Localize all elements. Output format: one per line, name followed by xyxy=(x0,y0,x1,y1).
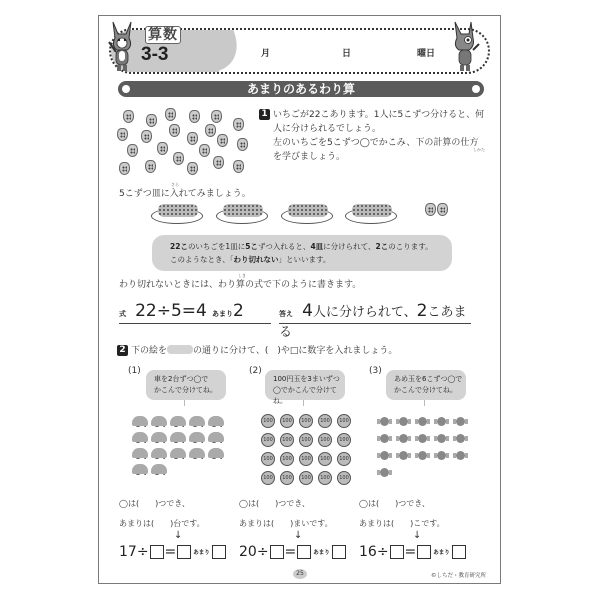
strawberry-icon xyxy=(157,142,168,155)
divisor-answer-box[interactable] xyxy=(150,545,164,559)
strawberry-icon xyxy=(217,134,228,147)
problem-1-label: (1) xyxy=(128,366,141,376)
note-text: ずつ入れると、 xyxy=(257,242,311,251)
note-text: に分けられて、 xyxy=(323,242,376,251)
problem-1-formula xyxy=(119,544,227,560)
worksheet-page xyxy=(98,15,501,584)
coin-icon: 100 xyxy=(318,452,332,466)
divisor-answer-box[interactable] xyxy=(270,545,284,559)
candy-grid[interactable] xyxy=(377,416,469,478)
problem-1-hint-bubble xyxy=(146,370,226,400)
answer-sentence-2[interactable] xyxy=(239,514,333,534)
coin-icon: 100 xyxy=(261,452,275,466)
problem-3-formula xyxy=(359,544,467,560)
problem-3-hint-bubble xyxy=(386,370,466,400)
sentence-text: あまりは( ) xyxy=(239,519,294,528)
car-icon xyxy=(170,448,186,458)
answer-sentence-2[interactable] xyxy=(359,514,445,534)
car-icon xyxy=(208,416,224,426)
ruby-shikata: しかた xyxy=(473,147,485,152)
strawberries-on-plate xyxy=(158,204,198,217)
coin-icon: 100 xyxy=(337,433,351,447)
strawberry-icon xyxy=(141,130,152,143)
strawberries-on-plate xyxy=(352,204,392,217)
plate-with-5-strawberries[interactable] xyxy=(216,208,268,224)
strawberry-icon xyxy=(233,160,244,173)
candy-icon xyxy=(453,450,468,461)
problem-3-label: (3) xyxy=(369,366,382,376)
car-icon xyxy=(151,448,167,458)
car-icon xyxy=(208,432,224,442)
coin-icon: 100 xyxy=(261,433,275,447)
q1-text xyxy=(259,108,499,164)
car-icon xyxy=(132,448,148,458)
coin-icon: 100 xyxy=(280,471,294,485)
formula-remainder: 2 xyxy=(232,301,244,321)
q1-line1: いちごが22こあります。1人に5こずつ分けると、何 xyxy=(273,110,485,120)
quotient-answer-box[interactable] xyxy=(417,545,431,559)
candy-icon xyxy=(396,450,411,461)
coin-grid[interactable] xyxy=(261,414,353,485)
candy-icon xyxy=(434,416,449,427)
down-arrow-icon: ↓ xyxy=(413,530,422,541)
coin-icon: 100 xyxy=(299,471,313,485)
car-icon xyxy=(151,432,167,442)
coin-icon: 100 xyxy=(280,414,294,428)
amari-label: あまり xyxy=(433,550,450,556)
answer-number: 4 xyxy=(302,301,313,321)
coin-icon: 100 xyxy=(318,414,332,428)
question-number-badge: 2 xyxy=(117,345,128,356)
ruby-sara: さら xyxy=(171,182,179,187)
day-label: 日 xyxy=(342,49,352,59)
sentence-unit: こです。 xyxy=(413,519,445,528)
strawberry-field[interactable] xyxy=(113,108,253,180)
coin-icon: 100 xyxy=(299,433,313,447)
strawberry-icon xyxy=(189,110,200,123)
formula-line xyxy=(119,301,271,324)
equals-sign: = xyxy=(284,544,297,560)
strawberry-icon xyxy=(211,110,222,123)
bubble-line: かこんで分けてね。 xyxy=(394,386,457,394)
candy-icon xyxy=(396,416,411,427)
note-text: 」といいます。 xyxy=(278,255,331,264)
coin-icon: 100 xyxy=(299,452,313,466)
car-icon xyxy=(151,416,167,426)
strawberries-on-plate xyxy=(223,204,263,217)
car-icon xyxy=(132,464,148,474)
problem-3-answer-text xyxy=(359,494,445,534)
bubble-line: 100円玉を3まいずつ xyxy=(273,375,340,383)
coin-icon: 100 xyxy=(261,414,275,428)
candy-icon xyxy=(453,433,468,444)
dividend: 20÷ xyxy=(239,544,269,560)
quotient-answer-box[interactable] xyxy=(297,545,311,559)
plate-with-5-strawberries[interactable] xyxy=(281,208,333,224)
strawberry-icon xyxy=(173,152,184,165)
formula-expression: 22÷5=4 xyxy=(135,301,207,321)
coin-icon: 100 xyxy=(318,433,332,447)
bubble-reference-swatch xyxy=(167,345,193,354)
remainder-answer-box[interactable] xyxy=(452,545,466,559)
page-number: 25 xyxy=(293,569,307,579)
candy-icon xyxy=(377,433,392,444)
note-text: のいちごを1皿に xyxy=(187,242,246,251)
car-icon xyxy=(208,448,224,458)
copyright: ©しちだ・教育研究所 xyxy=(430,573,486,579)
down-arrow-icon: ↓ xyxy=(174,530,183,541)
strawberry-icon xyxy=(127,144,138,157)
strawberry-icon xyxy=(146,114,157,127)
sentence-text: あまりは( ) xyxy=(359,519,414,528)
leftover-strawberry-icon xyxy=(425,203,436,216)
coin-icon: 100 xyxy=(280,433,294,447)
answer-sentence-1[interactable]: ◯は( )つでき、 xyxy=(119,499,190,508)
explanation-note xyxy=(154,237,450,269)
bubble-line: あめ玉を6こずつ◯で xyxy=(394,375,463,383)
candy-icon xyxy=(415,433,430,444)
candy-icon xyxy=(396,433,411,444)
equals-sign: = xyxy=(404,544,417,560)
strawberry-icon xyxy=(187,162,198,175)
strawberry-icon xyxy=(123,110,134,123)
answer-middle: 人に分けられて、 xyxy=(312,305,417,320)
bubble-line: ◯でかこんで分けてね。 xyxy=(273,386,337,405)
note-bold: 4皿 xyxy=(310,242,324,251)
sentence-unit: 台です。 xyxy=(173,519,205,528)
q2-text-post: の通りに分けて、( )や□に数字を入れましょう。 xyxy=(193,346,398,356)
coin-icon: 100 xyxy=(337,452,351,466)
answer-sentence-1[interactable]: ◯は( )つでき、 xyxy=(359,499,430,508)
strawberry-icon xyxy=(237,138,248,151)
problem-2-hint-bubble xyxy=(265,370,345,405)
car-icon xyxy=(151,464,167,474)
answer-line xyxy=(279,301,471,340)
strawberry-icon xyxy=(165,108,176,121)
q2-instruction xyxy=(117,344,397,358)
answer-sentence-2[interactable] xyxy=(119,514,205,534)
strawberry-icon xyxy=(117,128,128,141)
equals-sign: = xyxy=(164,544,177,560)
coin-icon: 100 xyxy=(299,414,313,428)
dividend: 16÷ xyxy=(359,544,389,560)
answer-remainder: 2 xyxy=(416,301,428,321)
strawberry-icon xyxy=(213,156,224,169)
amari-label: あまり xyxy=(313,550,330,556)
candy-icon xyxy=(434,450,449,461)
coin-icon: 100 xyxy=(337,471,351,485)
candy-icon xyxy=(377,467,392,478)
q1-line4: を学びましょう。 xyxy=(273,152,346,162)
ruby-shiki: しき xyxy=(238,273,246,278)
formula-explanation: わり切れないときには、わり算の式で下のように書きます。 xyxy=(119,280,362,290)
note-line2 xyxy=(170,253,450,266)
problem-2-label: (2) xyxy=(249,366,262,376)
coin-icon: 100 xyxy=(280,452,294,466)
candy-icon xyxy=(415,450,430,461)
candy-icon xyxy=(453,416,468,427)
problem-2-answer-text xyxy=(239,494,333,534)
lesson-title-bar xyxy=(118,81,484,97)
month-label: 月 xyxy=(261,49,271,59)
answer-sentence-1[interactable]: ◯は( )つでき、 xyxy=(239,499,310,508)
answer-suffix: こあまる xyxy=(279,305,467,340)
strawberry-icon xyxy=(187,132,198,145)
question-number-badge: 1 xyxy=(259,109,270,120)
note-text: このようなとき、「 xyxy=(170,255,234,264)
remainder-answer-box[interactable] xyxy=(212,545,226,559)
candy-icon xyxy=(377,416,392,427)
dog-mascot-left-icon xyxy=(105,20,139,72)
car-icon xyxy=(132,432,148,442)
strawberries-on-plate xyxy=(288,204,328,217)
strawberry-icon xyxy=(169,124,180,137)
q1-line2: 人に分けられるでしょう。 xyxy=(273,124,381,134)
strawberry-icon xyxy=(145,160,156,173)
formula-label: 式 xyxy=(119,310,126,318)
bar-dot-right xyxy=(472,85,480,93)
note-text: のこります。 xyxy=(388,242,433,251)
remainder-answer-box[interactable] xyxy=(332,545,346,559)
lesson-number: 3-3 xyxy=(141,44,169,65)
problem-1-answer-text xyxy=(119,494,205,534)
strawberry-icon xyxy=(119,162,130,175)
car-icon xyxy=(132,416,148,426)
sentence-unit: まいです。 xyxy=(293,519,333,528)
q1-line3: 左のいちごを5こずつ◯でかこみ、下の計算の仕方 xyxy=(273,138,479,148)
plate-with-5-strawberries[interactable] xyxy=(345,208,397,224)
car-icon xyxy=(189,416,205,426)
candy-icon xyxy=(415,416,430,427)
note-bold: 5こ xyxy=(245,242,258,251)
bubble-line: 車を2台ずつ◯で xyxy=(154,375,209,383)
car-icon xyxy=(189,432,205,442)
down-arrow-icon: ↓ xyxy=(294,530,303,541)
candy-icon xyxy=(377,450,392,461)
car-icon xyxy=(170,432,186,442)
plate-with-5-strawberries[interactable] xyxy=(151,208,203,224)
strawberry-icon xyxy=(205,124,216,137)
note-bold: 22こ xyxy=(170,242,188,251)
note-bold: わり切れない xyxy=(233,255,279,264)
weekday-label: 曜日 xyxy=(417,49,436,59)
strawberry-icon xyxy=(233,118,244,131)
lesson-title: あまりのあるわり算 xyxy=(246,82,355,96)
coin-icon: 100 xyxy=(318,471,332,485)
formula-amari: あまり xyxy=(211,310,233,318)
divisor-answer-box[interactable] xyxy=(390,545,404,559)
car-grid[interactable] xyxy=(132,416,224,474)
sentence-text: あまりは( ) xyxy=(119,519,174,528)
leftover-strawberry-icon xyxy=(437,203,448,216)
amari-label: あまり xyxy=(193,550,210,556)
quotient-answer-box[interactable] xyxy=(177,545,191,559)
plate-instruction: 5こずつ皿に入れてみましょう。 xyxy=(119,189,251,199)
note-bold: 2こ xyxy=(375,242,389,251)
car-icon xyxy=(189,448,205,458)
answer-label: 答え xyxy=(279,310,293,318)
bubble-line: かこんで分けてね。 xyxy=(154,386,217,394)
dividend: 17÷ xyxy=(119,544,149,560)
subject-label: 算数 xyxy=(145,26,181,44)
q2-text-pre: 下の絵を xyxy=(131,346,168,356)
candy-icon xyxy=(434,433,449,444)
note-line1 xyxy=(170,240,450,253)
coin-icon: 100 xyxy=(337,414,351,428)
car-icon xyxy=(170,416,186,426)
coin-icon: 100 xyxy=(261,471,275,485)
dog-mascot-right-icon xyxy=(449,20,483,72)
problem-2-formula xyxy=(239,544,347,560)
bar-dot-left xyxy=(122,85,130,93)
strawberry-icon xyxy=(199,144,210,157)
